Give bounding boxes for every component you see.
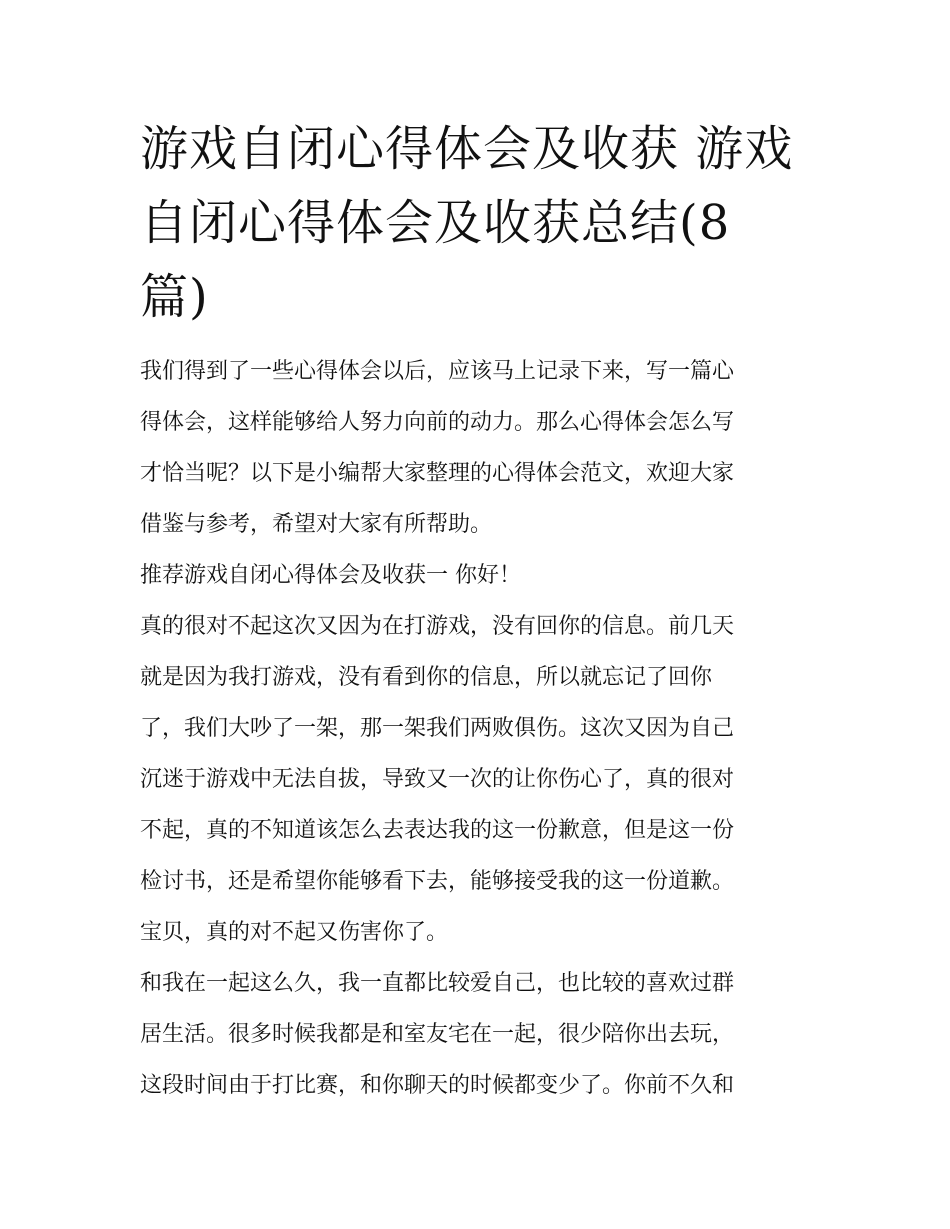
text-line: 检讨书，还是希望你能够看下去，能够接受我的这一份道歉。 (140, 869, 735, 894)
title-line: 篇) (140, 269, 209, 325)
document-body (140, 346, 812, 1111)
text-line: 居生活。很多时候我都是和室友宅在一起，很少陪你出去玩， (140, 1022, 735, 1047)
text-line: 推荐游戏自闭心得体会及收获一 你好！ (140, 563, 521, 588)
intro-paragraph (140, 346, 812, 550)
title-line: 自闭心得体会及收获总结(8 (140, 195, 731, 251)
text-line: 了，我们大吵了一架，那一架我们两败俱伤。这次又因为自己 (140, 716, 735, 741)
text-line: 和我在一起这么久，我一直都比较爱自己，也比较的喜欢过群 (140, 971, 735, 996)
apology-paragraph (140, 601, 812, 958)
reflection-paragraph (140, 958, 812, 1111)
text-line: 就是因为我打游戏，没有看到你的信息，所以就忘记了回你 (140, 665, 713, 690)
document-page (140, 112, 812, 1111)
text-line: 得体会，这样能够给人努力向前的动力。那么心得体会怎么写 (140, 410, 735, 435)
text-line: 宝贝，真的对不起又伤害你了。 (140, 920, 449, 945)
text-line: 不起，真的不知道该怎么去表达我的这一份歉意，但是这一份 (140, 818, 735, 843)
text-line: 我们得到了一些心得体会以后，应该马上记录下来，写一篇心 (140, 359, 735, 384)
text-line: 这段时间由于打比赛，和你聊天的时候都变少了。你前不久和 (140, 1073, 735, 1098)
text-line: 真的很对不起这次又因为在打游戏，没有回你的信息。前几天 (140, 614, 735, 639)
title-line: 游戏自闭心得体会及收获 游戏 (140, 121, 794, 177)
text-line: 借鉴与参考，希望对大家有所帮助。 (140, 512, 493, 537)
text-line: 沉迷于游戏中无法自拔，导致又一次的让你伤心了，真的很对 (140, 767, 735, 792)
text-line: 才恰当呢？以下是小编帮大家整理的心得体会范文，欢迎大家 (140, 461, 735, 486)
document-title (140, 112, 812, 334)
section-heading-paragraph (140, 550, 812, 601)
